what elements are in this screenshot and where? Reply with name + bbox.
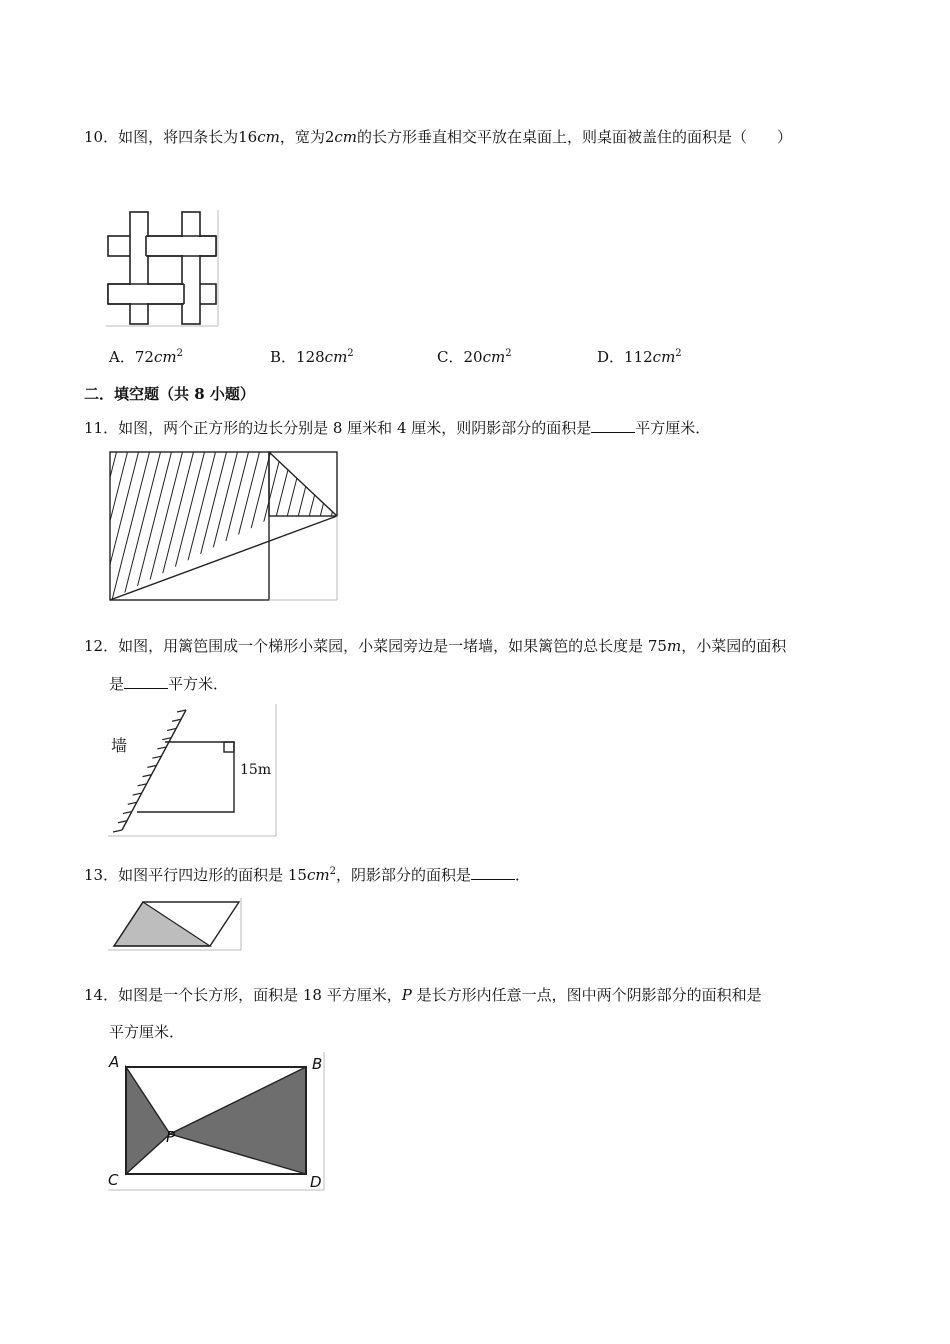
hatch-line <box>200 450 238 600</box>
vertex-c-label: C <box>108 1171 119 1189</box>
hatch-line <box>277 450 315 600</box>
hatch-line <box>211 450 249 600</box>
question-13-text: 13．如图平行四边形的面积是 $15cm^2$，阴影部分的面积是 ． <box>84 866 530 884</box>
hatch-line <box>156 450 194 600</box>
vertex-b-label: B <box>312 1055 323 1073</box>
question-14-line1: 14．如图是一个长方形，面积是 18 平方厘米，P 是长方形内任意一点，图中两个阴影部分的面积和是 <box>84 986 762 1004</box>
question-12-line2: 是 平方米． <box>109 675 229 693</box>
section-heading: 二．填空题（共 8 小题） <box>84 385 255 403</box>
hatch-line <box>178 450 216 600</box>
answer-blank[interactable] <box>124 674 168 689</box>
hatch-line <box>365 450 403 600</box>
hatch-line <box>255 450 293 600</box>
hatch-line <box>79 450 117 600</box>
hatch-line <box>244 450 282 600</box>
figure-q10-strips <box>106 210 220 328</box>
hatch-line <box>145 450 183 600</box>
hatch-line <box>90 450 128 600</box>
hatch-line <box>299 450 337 600</box>
hatch-line <box>332 450 370 600</box>
question-10-text: 10．如图，将四条长为16cm，宽为2cm的长方形垂直相交平放在桌面上，则桌面被盖住的面积是（ ） <box>84 128 793 146</box>
figure-q14-rectangle <box>106 1050 328 1192</box>
vertex-d-label: D <box>310 1173 322 1191</box>
point-p-label: P <box>166 1128 176 1146</box>
hatch-line <box>123 450 161 600</box>
hatch-line <box>68 450 106 600</box>
option-c[interactable]: C．$20cm^2$ <box>437 348 512 366</box>
hatch-line <box>222 450 260 600</box>
hatch-line <box>354 450 392 600</box>
hatch-line <box>233 450 271 600</box>
wall-label: 墙 <box>111 736 128 755</box>
hatch-line <box>343 450 381 600</box>
hatch-line <box>288 450 326 600</box>
hatch-line <box>189 450 227 600</box>
option-b[interactable]: B．$128cm^2$ <box>270 348 354 366</box>
question-11-text: 11．如图，两个正方形的边长分别是 8 厘米和 4 厘米，则阴影部分的面积是 平方厘米． <box>84 419 711 437</box>
option-a[interactable]: A．$72cm^2$ <box>109 348 183 366</box>
wall-hatch <box>113 830 122 832</box>
answer-blank[interactable] <box>471 865 515 880</box>
figure-q11-squares <box>108 450 340 602</box>
vertex-a-label: A <box>109 1053 120 1071</box>
question-14-line2: 平方厘米． <box>109 1023 185 1041</box>
hatch-line <box>134 450 172 600</box>
figure-q13-parallelogram <box>106 896 244 954</box>
hatch-line <box>101 450 139 600</box>
question-12-line1: 12．如图，用篱笆围成一个梯形小菜园，小菜园旁边是一堵墙，如果篱笆的总长度是 75m，小菜园的面积 <box>84 637 787 655</box>
hatch-line <box>310 450 348 600</box>
height-label: 15m <box>240 762 272 778</box>
hatch-line <box>321 450 359 600</box>
answer-blank[interactable] <box>591 418 635 433</box>
hatch-line <box>266 450 304 600</box>
option-d[interactable]: D．$112cm^2$ <box>597 348 682 366</box>
hatch-line <box>112 450 150 600</box>
